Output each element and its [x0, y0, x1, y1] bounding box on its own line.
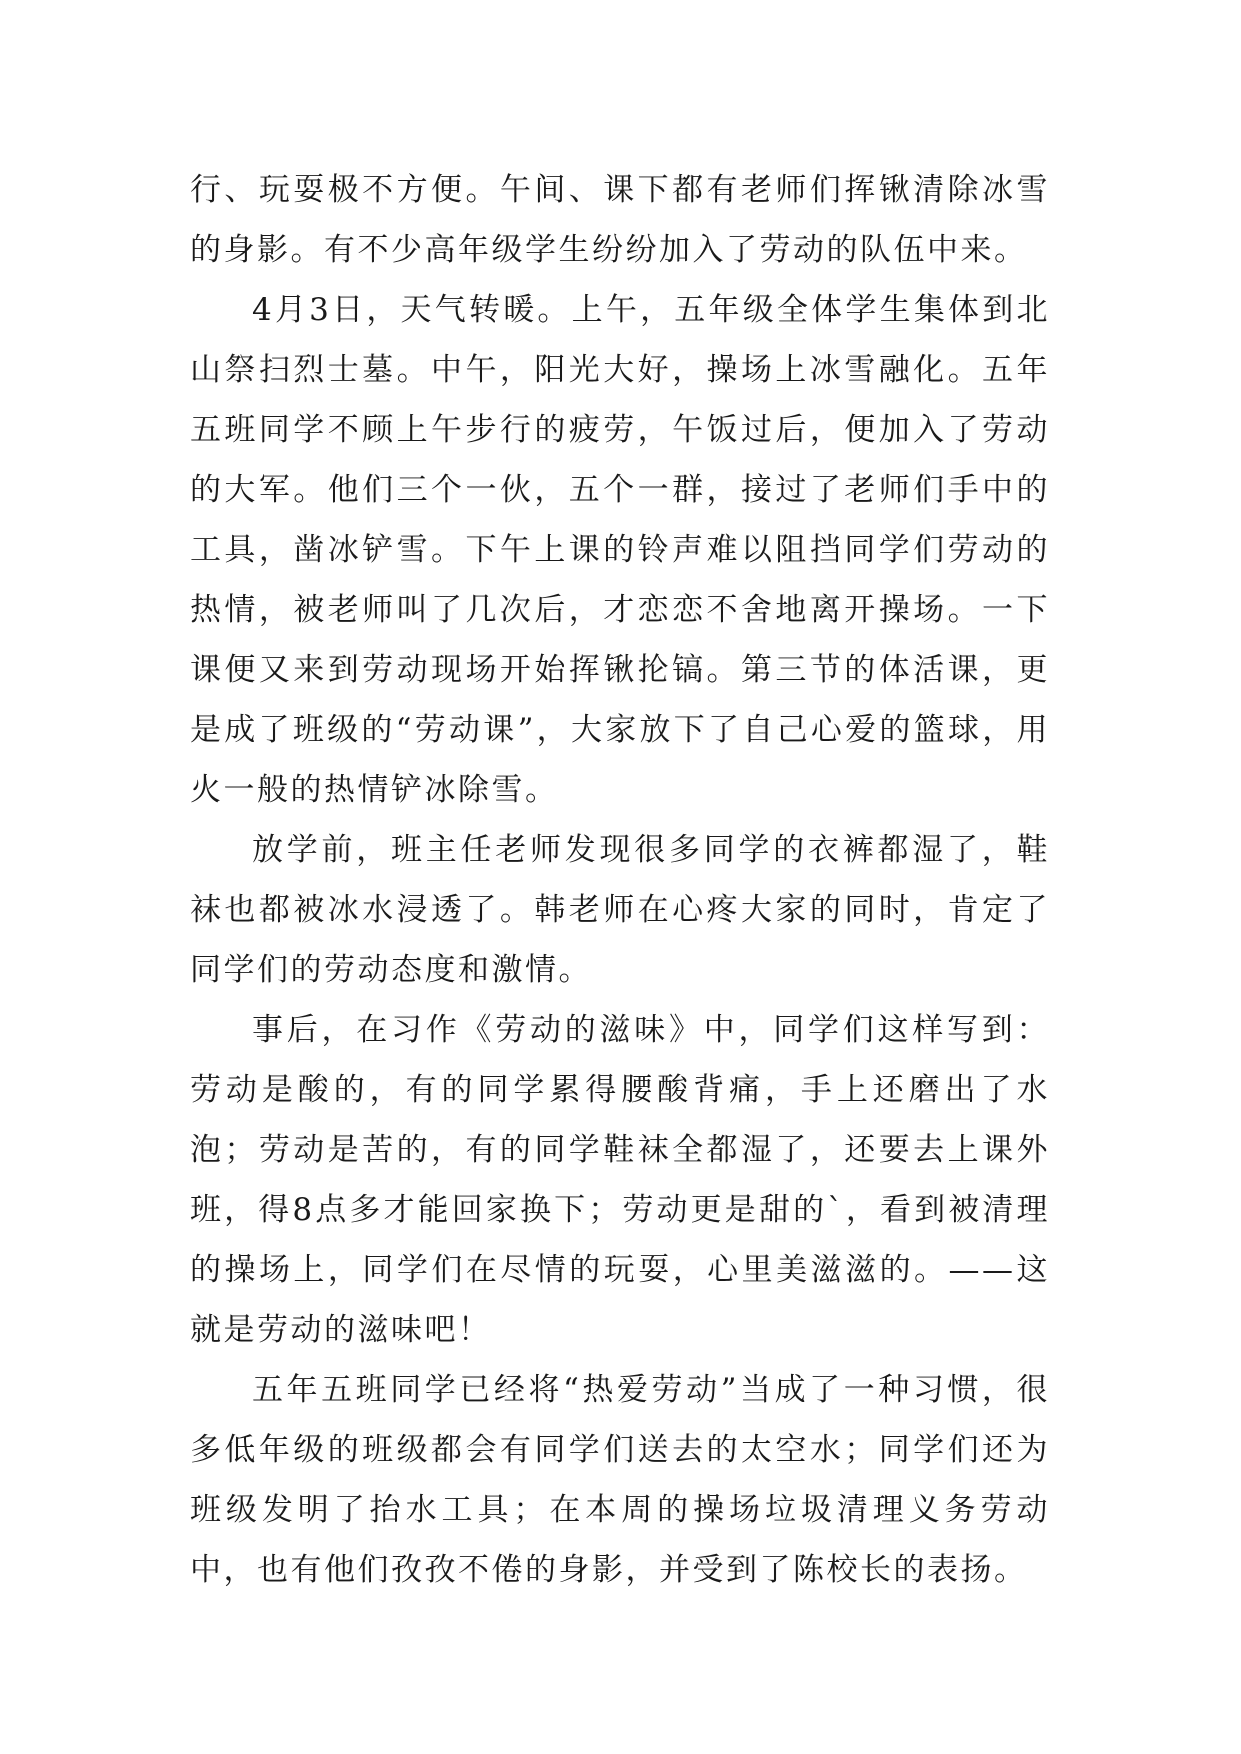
paragraph-before-school-ends: 放学前，班主任老师发现很多同学的衣裤都湿了，鞋袜也都被冰水浸透了。韩老师在心疼大家的同时，肯定了同学们的劳动态度和激情。: [190, 832, 1050, 988]
paragraph-continued: 行、玩耍极不方便。午间、课下都有老师们挥锹清除冰雪的身影。有不少高年级学生纷纷加入了劳动的队伍中来。: [190, 172, 1050, 268]
paragraph-april-third: 4月3日，天气转暖。上午，五年级全体学生集体到北山祭扫烈士墓。中午，阳光大好，操场上冰雪融化。五年五班同学不顾上午步行的疲劳，午饭过后，便加入了劳动的大军。他们三个一伙，五个一群，接过了老师们手中的工具，凿冰铲雪。下午上课的铃声难以阻挡同学们劳动的热情，被老师叫了几次后，才恋恋不舍地离开操场。一下课便又来到劳动现场开始挥锹抡镐。第三节的体活课，更是成了班级的“劳动课”，大家放下了自己心爱的篮球，用火一般的热情铲冰除雪。: [190, 292, 1050, 808]
paragraph-habit-of-labor: 五年五班同学已经将“热爱劳动”当成了一种习惯，很多低年级的班级都会有同学们送去的太空水；同学们还为班级发明了抬水工具；在本周的操场垃圾清理义务劳动中，也有他们孜孜不倦的身影，并受到了陈校长的表扬。: [190, 1372, 1050, 1588]
paragraph-afterwards-essay: 事后，在习作《劳动的滋味》中，同学们这样写到：劳动是酸的，有的同学累得腰酸背痛，手上还磨出了水泡；劳动是苦的，有的同学鞋袜全都湿了，还要去上课外班，得8点多才能回家换下；劳动更是甜的`，看到被清理的操场上，同学们在尽情的玩耍，心里美滋滋的。——这就是劳动的滋味吧！: [190, 1012, 1050, 1348]
document-body: [190, 160, 1050, 1600]
